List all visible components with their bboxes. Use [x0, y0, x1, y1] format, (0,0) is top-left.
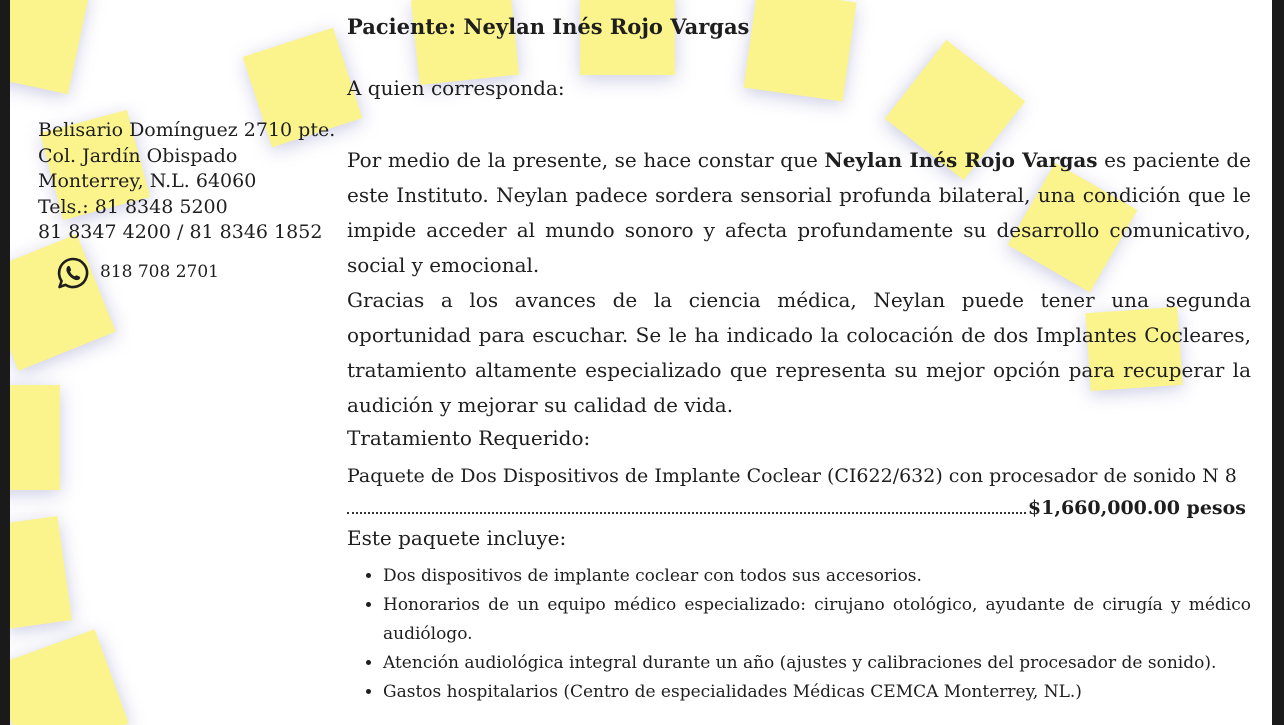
intro-paragraph — [347, 143, 1251, 283]
whatsapp-number: 818 708 2701 — [100, 262, 219, 283]
includes-heading: Este paquete incluye: — [347, 526, 567, 550]
phone-line: 81 8347 4200 / 81 8346 1852 — [38, 221, 323, 243]
letter-page — [10, 0, 1272, 725]
letter-content — [10, 0, 1272, 725]
address-line: Belisario Domínguez 2710 pte. — [38, 119, 336, 141]
package-description: Paquete de Dos Dispositivos de Implante Coclear (CI622/632) con procesador de sonido N 8 — [347, 465, 1237, 487]
contact-sidebar — [38, 118, 338, 283]
package-price: $1,660,000.00 pesos — [1027, 497, 1246, 519]
list-item: • Honorarios de un equipo médico especializado: cirujano otológico, ayudante de cirugía y médico audiólogo. — [383, 591, 1251, 649]
leader-dots — [347, 512, 1026, 514]
patient-line: Paciente: Neylan Inés Rojo Vargas — [347, 14, 750, 39]
treatment-paragraph: Gracias a los avances de la ciencia médica, Neylan puede tener una segunda oportunidad para escuchar. Se le ha indicado la colocación de dos Implantes Cocleares, tratamiento altamente especializado que representa su mejor opción para recuperar la audición y mejorar su calidad de vida. — [347, 288, 1251, 417]
package-block — [347, 460, 1251, 524]
package-price-line — [347, 492, 1251, 524]
address-line: Col. Jardín Obispado — [38, 144, 238, 167]
intro-text-continued: es paciente de este Instituto. Neylan padece sordera sensorial profunda bilateral, una condición que le impide acceder al mundo sonoro y afecta profundamente su desarrollo comunicativo, social y emocional. — [347, 148, 1251, 277]
list-item: • Dos dispositivos de implante coclear con todos sus accesorios. — [383, 562, 1251, 591]
list-item: • Gastos hospitalarios (Centro de especialidades Médicas CEMCA Monterrey, NL.) — [383, 678, 1251, 707]
salutation: A quien corresponda: — [347, 76, 565, 100]
whatsapp-contact — [56, 256, 219, 290]
patient-name: Neylan Inés Rojo Vargas — [824, 148, 1098, 172]
includes-list — [347, 562, 1251, 707]
phone-line: Tels.: 81 8348 5200 — [38, 195, 228, 218]
whatsapp-icon — [56, 256, 90, 290]
list-item: • Atención audiológica integral durante un año (ajustes y calibraciones del procesador de sonido). — [383, 649, 1251, 678]
address-line: Monterrey, N.L. 64060 — [38, 170, 257, 192]
treatment-heading: Tratamiento Requerido: — [347, 426, 591, 450]
intro-text: Por medio de la presente, se hace constar que — [347, 148, 825, 172]
